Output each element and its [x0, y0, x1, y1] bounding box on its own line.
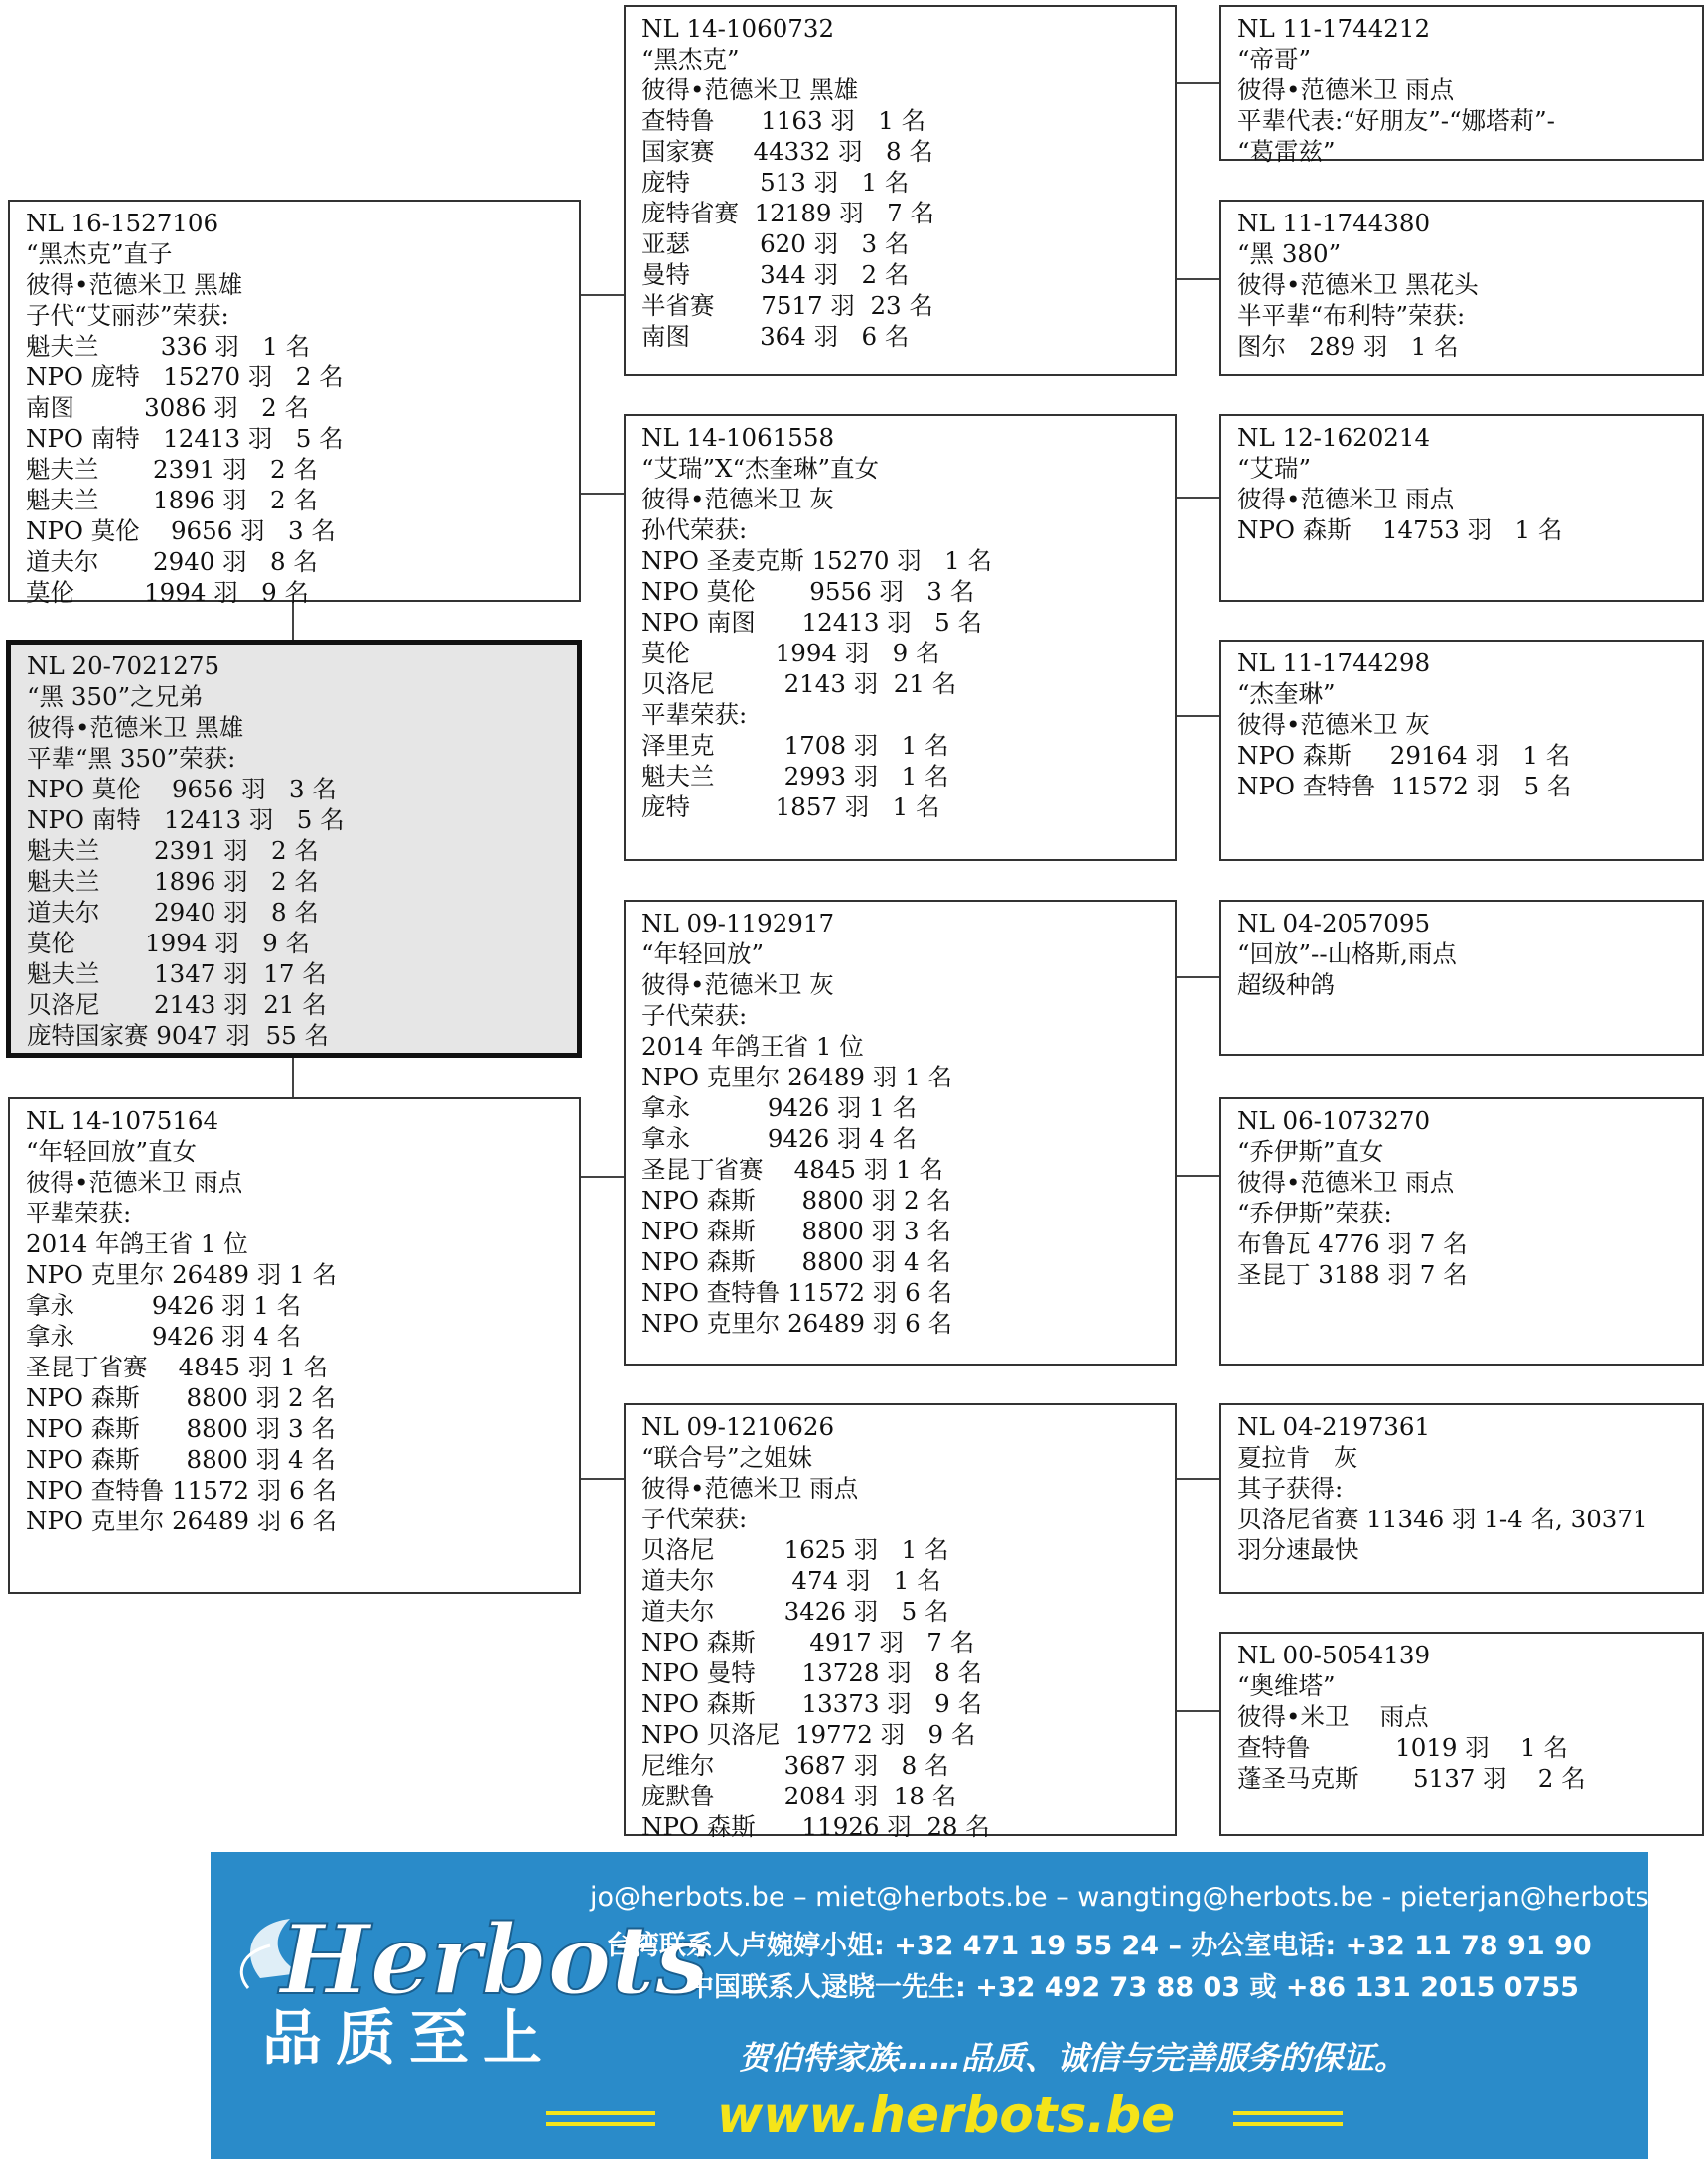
- pedigree-line: “杰奎琳”: [1237, 679, 1336, 708]
- slogan-text: 品质至上: [262, 2004, 556, 2074]
- pedigree-line: 彼得•范德米卫 黑花头: [1237, 270, 1479, 299]
- pedigree-line: NPO 莫伦 9656 羽 3 名: [26, 516, 336, 545]
- pedigree-line: 彼得•范德米卫 黑雄: [26, 270, 243, 299]
- pedigree-line: 彼得•范德米卫 灰: [641, 485, 834, 513]
- pedigree-line: 道夫尔 474 羽 1 名: [641, 1566, 941, 1595]
- email-contacts[interactable]: jo@herbots.be – miet@herbots.be – wangting@herbots.be - pieterjan@herbots.be: [590, 1882, 1692, 1913]
- pedigree-line: 国家赛 44332 羽 8 名: [641, 137, 933, 166]
- pedigree-line: 魁夫兰 1896 羽 2 名: [27, 867, 319, 896]
- pedigree-line: NPO 查特鲁 11572 羽 6 名: [26, 1476, 337, 1505]
- connector-ss-sss: [1176, 82, 1219, 84]
- pedigree-line: “奥维塔”: [1237, 1671, 1336, 1700]
- pedigree-line: 孙代荣获:: [641, 515, 748, 544]
- ring-number: NL 20-7021275: [27, 651, 220, 680]
- pedigree-line: NPO 森斯 8800 羽 4 名: [26, 1445, 336, 1474]
- sire-sire-sire-box: [1219, 5, 1704, 166]
- pedigree-line: 曼特 344 羽 2 名: [641, 260, 910, 289]
- pedigree-line: 魁夫兰 1896 羽 2 名: [26, 486, 318, 514]
- pedigree-line: NPO 森斯 14753 羽 1 名: [1237, 515, 1563, 544]
- connector-dam-ds: [580, 1176, 624, 1178]
- connector-sire-sd: [580, 294, 624, 296]
- pedigree-line: NPO 森斯 8800 羽 3 名: [641, 1217, 951, 1245]
- pedigree-line: NPO 森斯 8800 羽 4 名: [641, 1247, 951, 1276]
- ring-number: NL 06-1073270: [1237, 1106, 1431, 1135]
- pedigree-line: NPO 克里尔 26489 羽 6 名: [641, 1309, 952, 1338]
- connector-dd-ddd: [1176, 1710, 1219, 1712]
- connector-ds-dss: [1176, 976, 1219, 978]
- pedigree-line: 魁夫兰 2391 羽 2 名: [27, 836, 319, 865]
- pedigree-line: “乔伊斯”直女: [1237, 1137, 1384, 1166]
- pedigree-line: NPO 曼特 13728 羽 8 名: [641, 1658, 982, 1687]
- dam-dam-sire-box: [1219, 1403, 1704, 1594]
- pedigree-line: 夏拉肯 灰: [1237, 1443, 1358, 1472]
- tagline: 贺伯特家族……品质、诚信与完善服务的保证。: [739, 2039, 1407, 2077]
- taiwan-contact: 台湾联系人卢婉婷小姐: +32 471 19 55 24 – 办公室电话: +32 11 78 91 90: [606, 1931, 1592, 1961]
- pedigree-line: 圣昆丁省赛 4845 羽 1 名: [641, 1155, 943, 1184]
- pedigree-line: NPO 贝洛尼 19772 羽 9 名: [641, 1720, 976, 1749]
- pedigree-line: 泽里克 1708 羽 1 名: [641, 731, 949, 760]
- ring-number: NL 04-2197361: [1237, 1412, 1431, 1441]
- contact-banner: [211, 1852, 1692, 2159]
- connector-sd-sds: [1176, 497, 1219, 499]
- pedigree-line: NPO 森斯 13373 羽 9 名: [641, 1689, 982, 1718]
- pedigree-line: “年轻回放”: [641, 939, 765, 968]
- pedigree-line: NPO 克里尔 26489 羽 6 名: [26, 1507, 337, 1535]
- pedigree-line: “帝哥”: [1237, 45, 1312, 73]
- pedigree-line: 半平辈“布利特”荣获:: [1237, 301, 1466, 330]
- ring-number: NL 11-1744380: [1237, 209, 1431, 237]
- pedigree-line: 图尔 289 羽 1 名: [1237, 332, 1459, 360]
- pedigree-line: 庞特 1857 羽 1 名: [641, 792, 940, 821]
- pedigree-line: “年轻回放”直女: [26, 1137, 198, 1166]
- pedigree-line: 莫伦 1994 羽 9 名: [26, 578, 309, 607]
- dam-sire-dam-box: [1219, 1097, 1704, 1366]
- pedigree-line: 半省赛 7517 羽 23 名: [641, 291, 933, 320]
- website-link[interactable]: www.herbots.be: [717, 2087, 1176, 2144]
- pedigree-line: 尼维尔 3687 羽 8 名: [641, 1751, 949, 1780]
- pedigree-line: 贝洛尼 2143 羽 21 名: [27, 990, 327, 1019]
- pedigree-line: NPO 森斯 11926 羽 28 名: [641, 1812, 990, 1841]
- sire-sire-box: [624, 5, 1177, 376]
- pedigree-line: 彼得•范德米卫 灰: [1237, 710, 1430, 739]
- pedigree-line: 彼得•范德米卫 雨点: [1237, 1168, 1455, 1197]
- pedigree-line: 布鲁瓦 4776 羽 7 名: [1237, 1229, 1468, 1258]
- pedigree-line: “联合号”之姐妹: [641, 1443, 813, 1472]
- pedigree-line: NPO 克里尔 26489 羽 1 名: [641, 1063, 952, 1091]
- connector-subject-dam: [292, 1057, 294, 1098]
- pedigree-line: NPO 查特鲁 11572 羽 6 名: [641, 1278, 952, 1307]
- pedigree-line: 庞特省赛 12189 羽 7 名: [641, 199, 935, 227]
- pedigree-line: 南图 364 羽 6 名: [641, 322, 910, 351]
- pedigree-line: 拿永 9426 羽 1 名: [26, 1291, 302, 1320]
- pedigree-line: 彼得•范德米卫 雨点: [26, 1168, 243, 1197]
- pedigree-line: 道夫尔 2940 羽 8 名: [27, 898, 319, 927]
- dam-sire-box: [624, 900, 1177, 1366]
- pedigree-line: NPO 森斯 8800 羽 2 名: [641, 1186, 951, 1215]
- pedigree-line: 2014 年鸽王省 1 位: [26, 1229, 248, 1258]
- pedigree-line: 子代荣获:: [641, 1001, 748, 1030]
- ring-number: NL 11-1744212: [1237, 14, 1431, 43]
- connector-ss-ssd: [1176, 278, 1219, 280]
- pedigree-line: NPO 南特 12413 羽 5 名: [26, 424, 344, 453]
- sire-dam-box: [624, 414, 1177, 861]
- pedigree-line: “艾瑞”X“杰奎琳”直女: [641, 454, 880, 483]
- pedigree-line: NPO 查特鲁 11572 羽 5 名: [1237, 772, 1572, 800]
- decorative-dash-left: [546, 2111, 655, 2115]
- decorative-dash-right-2: [1233, 2122, 1343, 2126]
- sire-dam-dam-box: [1219, 640, 1704, 861]
- ring-number: NL 16-1527106: [26, 209, 219, 237]
- ring-number: NL 09-1192917: [641, 909, 835, 937]
- pedigree-line: 2014 年鸽王省 1 位: [641, 1032, 864, 1061]
- sire-sire-dam-box: [1219, 200, 1704, 376]
- ring-number: NL 14-1061558: [641, 423, 835, 452]
- pedigree-line: 其子获得:: [1237, 1474, 1344, 1503]
- pedigree-line: 圣昆丁 3188 羽 7 名: [1237, 1260, 1468, 1289]
- pedigree-line: 羽分速最快: [1237, 1535, 1359, 1564]
- pedigree-line: 庞特国家赛 9047 羽 55 名: [27, 1021, 329, 1050]
- connector-dd-dds: [1176, 1478, 1219, 1480]
- pedigree-line: 彼得•米卫 雨点: [1237, 1702, 1429, 1731]
- ring-number: NL 04-2057095: [1237, 909, 1431, 937]
- pedigree-line: 子代荣获:: [641, 1505, 748, 1533]
- pedigree-line: 圣昆丁省赛 4845 羽 1 名: [26, 1353, 328, 1381]
- pedigree-line: 拿永 9426 羽 4 名: [641, 1124, 918, 1153]
- connector-ds-dsd: [1176, 1175, 1219, 1177]
- pedigree-line: NPO 森斯 8800 羽 3 名: [26, 1414, 336, 1443]
- pedigree-line: 贝洛尼 1625 羽 1 名: [641, 1535, 949, 1564]
- connector-sire-ss: [580, 493, 624, 495]
- pedigree-line: NPO 庞特 15270 羽 2 名: [26, 362, 344, 391]
- subject-pigeon-box: [6, 640, 582, 1058]
- pedigree-line: 庞默鲁 2084 羽 18 名: [641, 1782, 957, 1810]
- pedigree-line: “黑杰克”直子: [26, 239, 173, 268]
- pedigree-line: 道夫尔 2940 羽 8 名: [26, 547, 318, 576]
- pedigree-line: 拿永 9426 羽 4 名: [26, 1322, 302, 1351]
- pedigree-line: 彼得•范德米卫 雨点: [1237, 485, 1455, 513]
- pedigree-line: 彼得•范德米卫 灰: [641, 970, 834, 999]
- sire-dam-sire-box: [1219, 414, 1704, 602]
- connector-sd-sdd: [1176, 715, 1219, 717]
- pedigree-line: NPO 森斯 8800 羽 2 名: [26, 1383, 336, 1412]
- dam-dam-box: [624, 1403, 1177, 1841]
- pedigree-line: 庞特 513 羽 1 名: [641, 168, 910, 197]
- ring-number: NL 14-1075164: [26, 1106, 219, 1135]
- ring-number: NL 11-1744298: [1237, 648, 1431, 677]
- pedigree-line: 莫伦 1994 羽 9 名: [641, 639, 940, 667]
- ring-number: NL 14-1060732: [641, 14, 835, 43]
- pedigree-line: “回放”--山格斯,雨点: [1237, 939, 1457, 968]
- pedigree-line: “黑杰克”: [641, 45, 740, 73]
- pedigree-line: 彼得•范德米卫 雨点: [1237, 75, 1455, 104]
- pedigree-line: 贝洛尼省赛 11346 羽 1-4 名, 30371: [1237, 1505, 1648, 1533]
- pedigree-line: 平辈荣获:: [641, 700, 748, 729]
- pedigree-line: “黑 380”: [1237, 239, 1342, 268]
- pedigree-line: NPO 圣麦克斯 15270 羽 1 名: [641, 546, 993, 575]
- dam-dam-dam-box: [1219, 1632, 1704, 1836]
- dam-sire-sire-box: [1219, 900, 1704, 1056]
- pedigree-line: 彼得•范德米卫 雨点: [641, 1474, 859, 1503]
- china-contact: 中国联系人逯晓一先生: +32 492 73 88 03 或 +86 131 2015 0755: [687, 1972, 1579, 2003]
- pedigree-line: 超级种鸽: [1237, 970, 1335, 999]
- pedigree-line: 平辈荣获:: [26, 1199, 132, 1227]
- decorative-dash-right: [1233, 2111, 1343, 2115]
- pedigree-line: NPO 南特 12413 羽 5 名: [27, 805, 345, 834]
- pedigree-line: 魁夫兰 1347 羽 17 名: [27, 959, 327, 988]
- pedigree-line: 魁夫兰 2993 羽 1 名: [641, 762, 949, 791]
- pedigree-line: 贝洛尼 2143 羽 21 名: [641, 669, 957, 698]
- pedigree-line: NPO 莫伦 9556 羽 3 名: [641, 577, 975, 606]
- connector-dam-dd: [580, 1478, 624, 1480]
- pedigree-line: NPO 莫伦 9656 羽 3 名: [27, 775, 337, 803]
- dam-box: [8, 1097, 581, 1594]
- pedigree-line: “黑 350”之兄弟: [27, 682, 204, 711]
- pedigree-line: 亚瑟 620 羽 3 名: [641, 229, 910, 258]
- ring-number: NL 12-1620214: [1237, 423, 1431, 452]
- ring-number: NL 09-1210626: [641, 1412, 835, 1441]
- pedigree-line: NPO 克里尔 26489 羽 1 名: [26, 1260, 337, 1289]
- pedigree-line: 平辈“黑 350”荣获:: [27, 744, 236, 773]
- pedigree-line: 彼得•范德米卫 黑雄: [641, 75, 859, 104]
- pedigree-line: 南图 3086 羽 2 名: [26, 393, 309, 422]
- pedigree-line: 魁夫兰 2391 羽 2 名: [26, 455, 318, 484]
- ring-number: NL 00-5054139: [1237, 1641, 1431, 1669]
- pedigree-line: 魁夫兰 336 羽 1 名: [26, 332, 311, 360]
- svg-text:Herbots: Herbots: [280, 1904, 709, 2016]
- pedigree-line: 道夫尔 3426 羽 5 名: [641, 1597, 949, 1626]
- sire-box: [8, 200, 581, 607]
- pedigree-line: “葛雷兹”: [1237, 137, 1336, 166]
- pedigree-line: 拿永 9426 羽 1 名: [641, 1093, 918, 1122]
- pedigree-line: 平辈代表:“好朋友”-“娜塔莉”-: [1237, 106, 1555, 135]
- pedigree-line: NPO 南图 12413 羽 5 名: [641, 608, 982, 637]
- pedigree-line: 子代“艾丽莎”荣获:: [26, 301, 229, 330]
- pedigree-line: 查特鲁 1019 羽 1 名: [1237, 1733, 1568, 1762]
- pedigree-line: 查特鲁 1163 羽 1 名: [641, 106, 926, 135]
- pedigree-line: 蓬圣马克斯 5137 羽 2 名: [1237, 1764, 1586, 1793]
- decorative-dash-left-2: [546, 2122, 655, 2126]
- pedigree-line: “艾瑞”: [1237, 454, 1312, 483]
- pedigree-line: “乔伊斯”荣获:: [1237, 1199, 1392, 1227]
- pedigree-line: NPO 森斯 4917 羽 7 名: [641, 1628, 975, 1656]
- pedigree-line: NPO 森斯 29164 羽 1 名: [1237, 741, 1571, 770]
- pedigree-line: 莫伦 1994 羽 9 名: [27, 929, 310, 957]
- pedigree-line: 彼得•范德米卫 黑雄: [27, 713, 244, 742]
